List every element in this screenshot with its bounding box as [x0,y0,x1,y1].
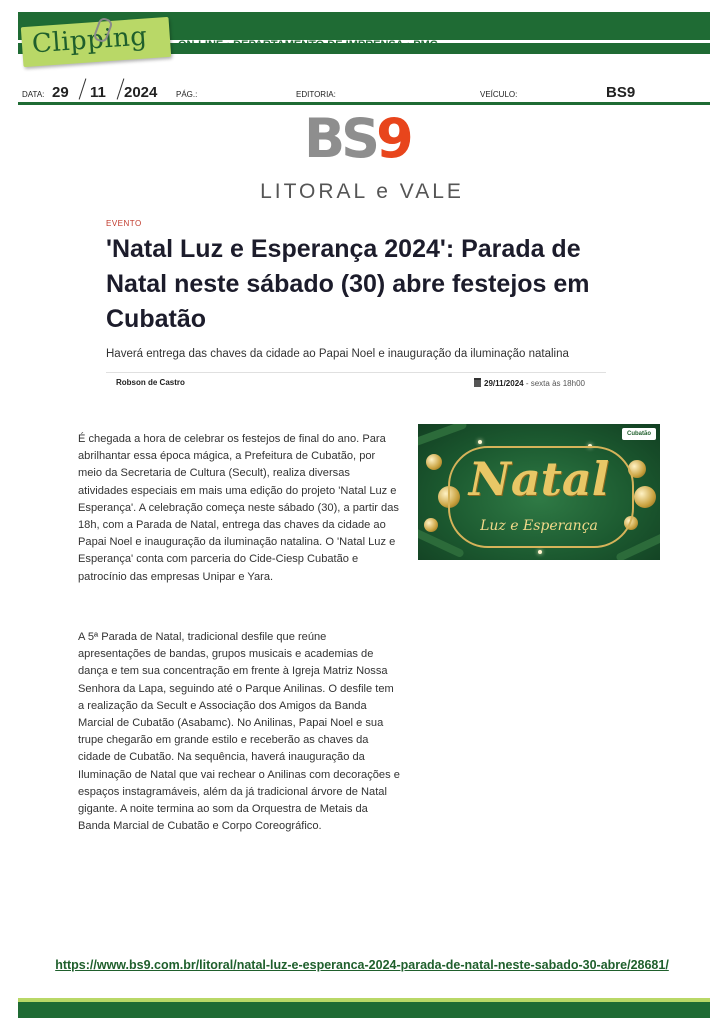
date-label: DATA: [22,90,45,99]
footer-bar [18,1002,710,1018]
article-category: EVENTO [106,219,142,228]
sparkle-icon [538,550,542,554]
article-title: 'Natal Luz e Esperança 2024': Parada de Natal neste sábado (30) abre festejos em Cubatão [106,235,590,333]
natal-banner-image [418,424,660,560]
meta-divider [18,102,710,105]
veiculo-value: BS9 [606,84,636,101]
cubatao-seal-logo: Cubatão [622,428,656,440]
pine-branch-decoration [418,424,468,448]
page-label: PÁG.: [176,90,198,99]
date-year: 2024 [124,84,158,101]
article-paragraph: É chegada a hora de celebrar os festejos de final do ano. Para abrilhantar essa época mágica, a Prefeitura de Cubatão, por meio da Secretaria de Cultura (Secult), realiza diversas atividades especiais em mais uma edição do projeto 'Natal Luz e Esperança'. A celebração começa neste sábado (30), a partir das 18h, com a Parada de Natal, entrega das chaves da cidade ao Papai Noel e inauguração da iluminação natalina. O 'Natal Luz e Esperança' conta com parceria do Cide-Ciesp Cubatão e patrocínio das empresas Unipar e Yara. [78,433,399,583]
bs9-logo [304,107,424,170]
calendar-icon [474,378,481,387]
article-date [474,378,585,388]
logo-letters: BS [304,107,377,170]
banner-script: Luz e Esperança [480,518,598,534]
article-time: - sexta às 18h00 [523,379,585,388]
meta-row [20,84,710,104]
logo-number: 9 [376,107,410,170]
sparkle-icon [478,440,482,444]
banner-title: Natal [468,452,610,506]
date-day: 29 [52,84,69,101]
clipping-badge-label: Clipping [30,21,149,60]
editoria-label: EDITORIA: [296,90,336,99]
article-date-value: 29/11/2024 [484,379,524,388]
logo-subtitle: LITORAL e VALE [260,180,464,203]
article-author: Robson de Castro [116,378,185,387]
article-paragraph: A 5ª Parada de Natal, tradicional desfile que reúne apresentações de bandas, grupos musicais e academias de dança e tem sua concentração em frente à Igreja Matriz Nossa Senhora da Lapa, seguindo até o Parque Anilinas. O desfile tem a realização da Secult e Associação dos Amigos da Banda Marcial de Cubatão (Asabamc). No Anilinas, Papai Noel e sua trupe chegarão em grande estilo e receberão as chaves da cidade de Cubatão. Na sequência, haverá inauguração da Iluminação de Natal que vai rechear o Anilinas com decorações e espaços instagramáveis, além da já tradicional árvore de Natal gigante. A noite termina ao som da Orquestra de Metais da Banda Marcial de Cubatão e Corpo Coreográfico. [78,631,400,833]
byline-divider [106,372,606,373]
source-url-link[interactable]: https://www.bs9.com.br/litoral/natal-luz-e-esperanca-2024-parada-de-natal-neste-sabado-30-abre/28681/ [55,958,669,972]
veiculo-label: VEÍCULO: [480,90,518,99]
header-tagline: ON-LINE • DEPARTAMENTO DE IMPRENSA • PMC [178,39,438,51]
date-separator [79,78,87,99]
date-month: 11 [90,84,106,101]
article-subtitle: Haverá entrega das chaves da cidade ao Papai Noel e inauguração da iluminação natalina [106,348,569,360]
